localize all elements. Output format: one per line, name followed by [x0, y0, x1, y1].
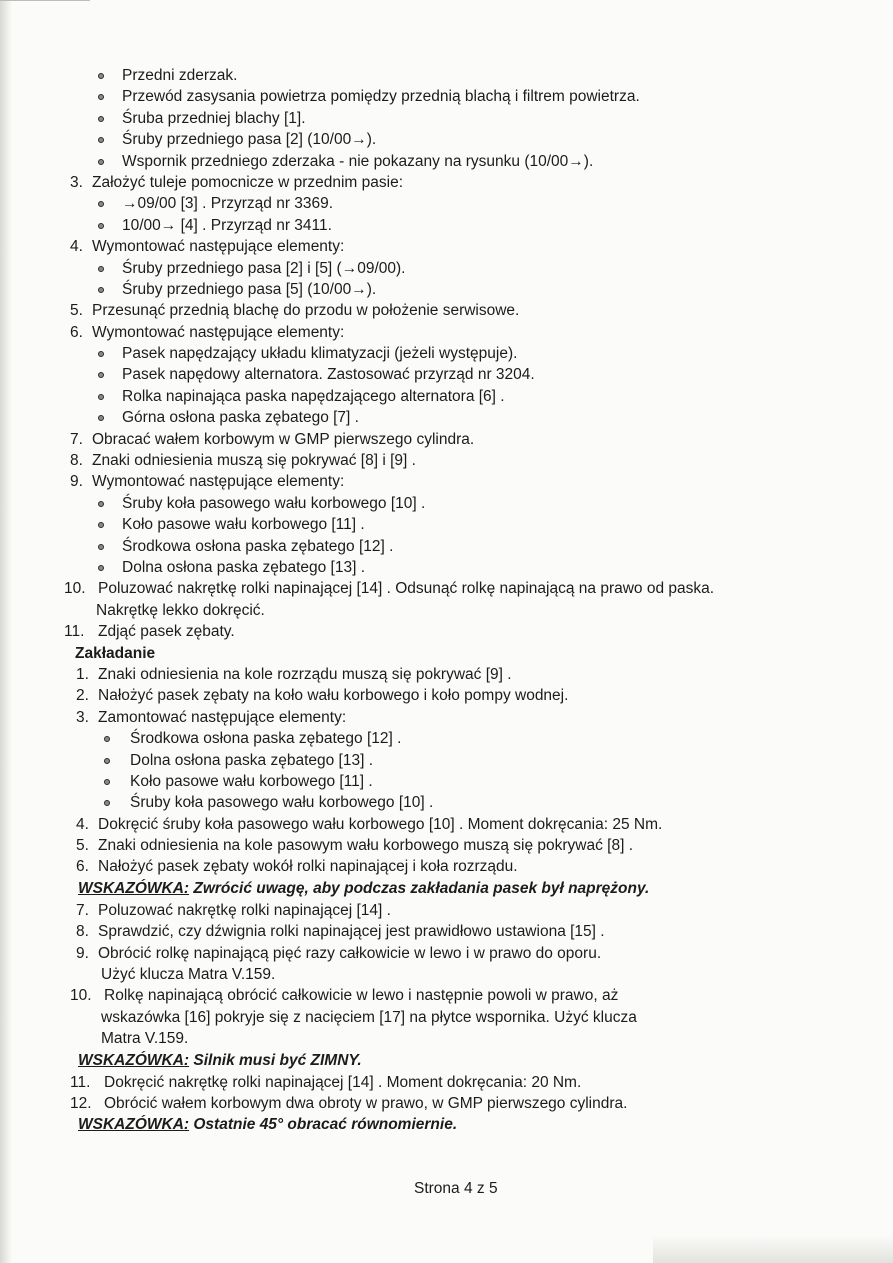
text-line [0, 429, 893, 450]
text-line [0, 279, 893, 300]
text-line [0, 771, 893, 792]
text-line [0, 471, 893, 492]
bullet-text: →09/00 [3] . Przyrząd nr 3369. [122, 195, 334, 213]
text-line [0, 407, 893, 428]
text-line [0, 258, 893, 279]
bullet-icon [104, 779, 110, 785]
section-heading: Zakładanie [75, 644, 156, 662]
bullet-text: Śruby przedniego pasa [2] i [5] (→09/00). [122, 259, 406, 277]
text-line [0, 600, 893, 621]
bullet-text: Rolka napinająca paska napędzającego alternatora [6] . [122, 387, 505, 405]
step-number: 5. [76, 837, 89, 855]
text-line [0, 985, 893, 1006]
scan-corner [0, 0, 90, 11]
text-line [0, 707, 893, 728]
text-line [0, 1093, 893, 1114]
bullet-text: 10/00→ [4] . Przyrząd nr 3411. [122, 216, 332, 234]
text-line [0, 450, 893, 471]
step-number: 11. [64, 623, 85, 641]
text-line [0, 943, 893, 964]
text-line [0, 536, 893, 557]
bullet-icon [98, 522, 104, 528]
bullet-icon [98, 415, 104, 421]
step-number: 12. [70, 1094, 92, 1112]
text-line [0, 514, 893, 535]
text-line [0, 792, 893, 813]
note [78, 878, 649, 900]
note-line [0, 1050, 893, 1072]
bullet-icon [98, 394, 104, 400]
text-line [0, 685, 893, 706]
text-line [0, 835, 893, 856]
note-line [0, 1114, 893, 1136]
step-number: 10. [64, 580, 86, 598]
step-number: 2. [76, 687, 89, 705]
step-text: Znaki odniesienia muszą się pokrywać [8] i [9] . [92, 452, 416, 470]
bullet-text: Dolna osłona paska zębatego [13] . [122, 558, 366, 576]
text-line [0, 750, 893, 771]
bullet-text: Przewód zasysania powietrza pomiędzy przednią blachą i filtrem powietrza. [122, 88, 640, 106]
text-line [0, 621, 893, 642]
section-heading-line [0, 643, 893, 664]
step-number: 10. [70, 987, 92, 1005]
bullet-icon [98, 73, 104, 79]
bullet-text: Pasek napędzający układu klimatyzacji (jeżeli występuje). [122, 345, 518, 363]
text-line [0, 65, 893, 86]
note-label: WSKAZÓWKA: [78, 879, 190, 897]
step-text: Poluzować nakrętkę rolki napinającej [14] . Odsunąć rolkę napinającą na prawo od paska. [98, 580, 715, 598]
step-text: Sprawdzić, czy dźwignia rolki napinającej jest prawidłowo ustawiona [15] . [98, 923, 605, 941]
step-text: Wymontować następujące elementy: [92, 473, 345, 491]
step-number: 4. [76, 815, 89, 833]
step-number: 3. [76, 708, 89, 726]
note-line [0, 878, 893, 900]
text-line [0, 300, 893, 321]
step-text: Obrócić rolkę napinającą pięć razy całkowicie w lewo i w prawo do oporu. [98, 944, 602, 962]
step-continuation: wskazówka [16] pokryje się z nacięciem [17] na płytce wspornika. Użyć klucza [101, 1008, 637, 1026]
step-text: Nałożyć pasek zębaty wokół rolki napinającej i koła rozrządu. [98, 858, 518, 876]
note-label: WSKAZÓWKA: [78, 1051, 190, 1069]
note-text: Silnik musi być ZIMNY. [189, 1051, 362, 1069]
bullet-icon [98, 94, 104, 100]
bullet-text: Wspornik przedniego zderzaka - nie pokazany na rysunku (10/00→). [122, 152, 594, 170]
step-text: Nałożyć pasek zębaty na koło wału korbowego i koło pompy wodnej. [98, 687, 569, 705]
bullet-text: Środkowa osłona paska zębatego [12] . [130, 730, 402, 748]
bullet-icon [98, 565, 104, 571]
text-line [0, 814, 893, 835]
step-number: 8. [76, 923, 89, 941]
text-line [0, 921, 893, 942]
text-line [0, 193, 893, 214]
document-body [0, 65, 893, 1136]
bullet-icon [98, 137, 104, 143]
step-number: 7. [70, 430, 83, 448]
note-text: Zwrócić uwagę, aby podczas zakładania pasek był naprężony. [189, 879, 650, 897]
bullet-icon [104, 758, 110, 764]
text-line [0, 236, 893, 257]
step-text: Znaki odniesienia na kole rozrządu muszą się pokrywać [9] . [98, 665, 512, 683]
bullet-icon [98, 201, 104, 207]
bullet-icon [98, 287, 104, 293]
step-text: Znaki odniesienia na kole pasowym wału korbowego muszą się pokrywać [8] . [98, 837, 634, 855]
bullet-text: Śruba przedniej blachy [1]. [122, 109, 306, 127]
bullet-text: Śruby przedniego pasa [5] (10/00→). [122, 280, 377, 298]
bullet-icon [98, 116, 104, 122]
text-line [0, 343, 893, 364]
bullet-text: Koło pasowe wału korbowego [11] . [130, 772, 373, 790]
bullet-icon [104, 736, 110, 742]
bullet-text: Śruby koła pasowego wału korbowego [10] . [122, 494, 426, 512]
text-line [0, 129, 893, 150]
text-line [0, 151, 893, 172]
bullet-text: Pasek napędowy alternatora. Zastosować przyrząd nr 3204. [122, 366, 535, 384]
note [78, 1114, 457, 1136]
text-line [0, 1007, 893, 1028]
bullet-text: Przedni zderzak. [122, 67, 238, 84]
step-number: 7. [76, 901, 89, 919]
bullet-text: Dolna osłona paska zębatego [13] . [130, 751, 374, 769]
text-line [0, 728, 893, 749]
step-number: 4. [70, 238, 83, 256]
step-text: Dokręcić nakrętkę rolki napinającej [14] . Moment dokręcania: 20 Nm. [104, 1073, 582, 1091]
bullet-text: Środkowa osłona paska zębatego [12] . [122, 537, 394, 555]
step-text: Wymontować następujące elementy: [92, 238, 345, 256]
bullet-icon [98, 223, 104, 229]
step-number: 8. [70, 452, 83, 470]
scan-shadow [653, 1235, 893, 1263]
step-number: 6. [70, 323, 83, 341]
step-continuation: Nakrętkę lekko dokręcić. [96, 601, 265, 619]
step-text: Zamontować następujące elementy: [98, 708, 347, 726]
page-number: Strona 4 z 5 [414, 1180, 498, 1197]
text-line [0, 900, 893, 921]
note-text: Ostatnie 45° obracać równomiernie. [189, 1116, 458, 1134]
step-number: 5. [70, 302, 83, 320]
text-line [0, 578, 893, 599]
text-line [0, 493, 893, 514]
step-number: 1. [76, 665, 89, 683]
step-text: Poluzować nakrętkę rolki napinającej [14] . [98, 901, 391, 919]
text-line [0, 964, 893, 985]
text-line [0, 172, 893, 193]
step-continuation: Matra V.159. [101, 1030, 189, 1048]
bullet-icon [104, 800, 110, 806]
text-line [0, 1072, 893, 1093]
step-number: 9. [76, 944, 89, 962]
step-text: Rolkę napinającą obrócić całkowicie w lewo i następnie powoli w prawo, aż [104, 987, 619, 1005]
bullet-icon [98, 544, 104, 550]
text-line [0, 108, 893, 129]
text-line [0, 664, 893, 685]
bullet-text: Górna osłona paska zębatego [7] . [122, 409, 359, 427]
step-continuation: Użyć klucza Matra V.159. [101, 966, 276, 984]
step-number: 9. [70, 473, 83, 491]
text-line [0, 364, 893, 385]
text-line [0, 1028, 893, 1049]
step-number: 3. [70, 173, 83, 191]
bullet-icon [98, 159, 104, 165]
bullet-icon [98, 372, 104, 378]
step-text: Obrócić wałem korbowym dwa obroty w prawo, w GMP pierwszego cylindra. [104, 1094, 628, 1112]
note-label: WSKAZÓWKA: [78, 1116, 190, 1134]
text-line [0, 856, 893, 877]
bullet-text: Śruby koła pasowego wału korbowego [10] . [130, 794, 434, 812]
text-line [0, 86, 893, 107]
text-line [0, 215, 893, 236]
step-number: 6. [76, 858, 89, 876]
step-text: Przesunąć przednią blachę do przodu w położenie serwisowe. [92, 302, 520, 320]
step-text: Obracać wałem korbowym w GMP pierwszego cylindra. [92, 430, 475, 448]
note [78, 1050, 362, 1072]
bullet-text: Koło pasowe wału korbowego [11] . [122, 516, 365, 534]
step-number: 11. [70, 1073, 91, 1091]
text-line [0, 322, 893, 343]
step-text: Dokręcić śruby koła pasowego wału korbowego [10] . Moment dokręcania: 25 Nm. [98, 815, 663, 833]
text-line [0, 386, 893, 407]
bullet-icon [98, 351, 104, 357]
bullet-icon [98, 501, 104, 507]
step-text: Założyć tuleje pomocnicze w przednim pasie: [92, 173, 403, 191]
bullet-icon [98, 266, 104, 272]
step-text: Wymontować następujące elementy: [92, 323, 345, 341]
text-line [0, 557, 893, 578]
step-text: Zdjąć pasek zębaty. [98, 623, 235, 641]
bullet-text: Śruby przedniego pasa [2] (10/00→). [122, 131, 377, 149]
